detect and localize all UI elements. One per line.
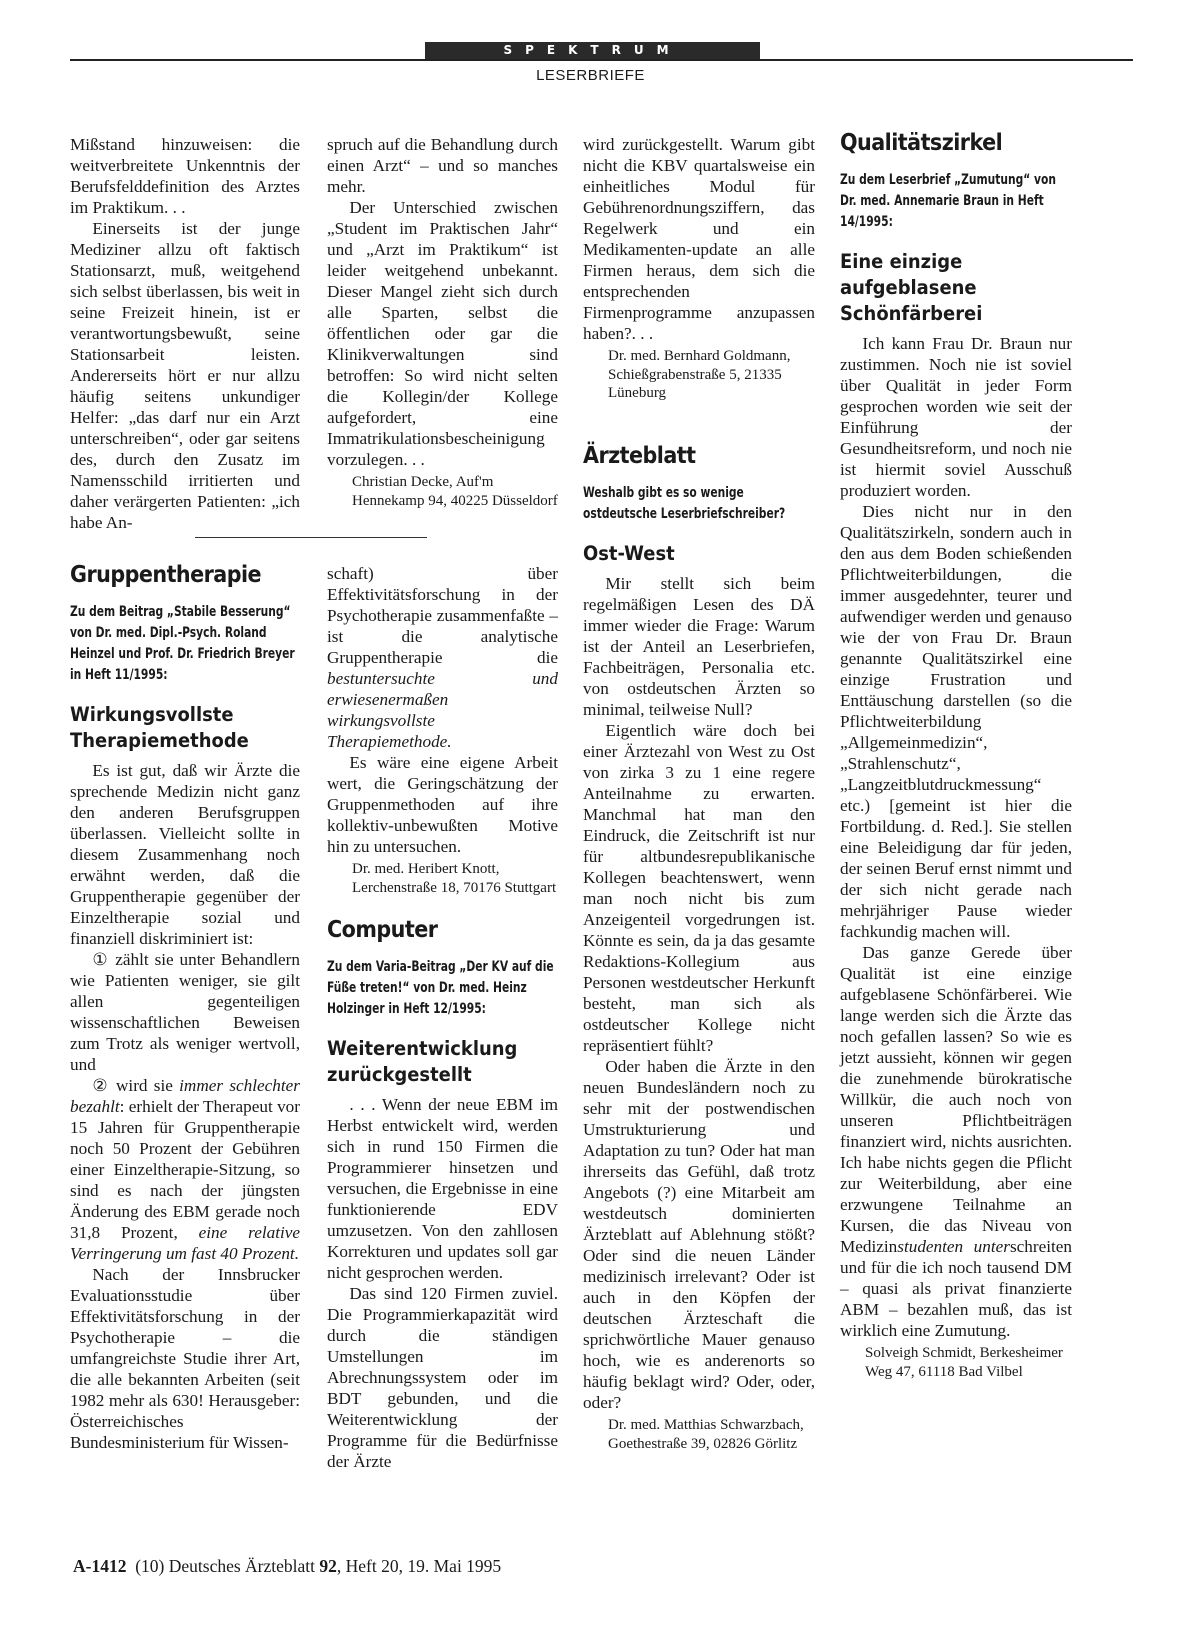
paragraph: Einerseits ist der junge Mediziner allzu oft faktisch Stationsarzt, muß, weitgehend sich selbst überlassen, bis weit in seine Freizeit hinein, ist er verantwortungsbewußt, seine Stationsarbeit leisten. Andererseits hört er nur allzu häufig seitens unkundiger Helfer: „das darf nur ein Arzt unterschreiben“, oder gar seitens des, durch den Zusatz im Namensschild irritierten und daher verärgerten Patienten: „ich habe An- bbox=[70, 219, 300, 532]
aerzteblatt-section bbox=[583, 443, 815, 1453]
signature: Dr. med. Matthias Schwarzbach, Goethestraße 39, 02826 Görlitz bbox=[608, 1417, 804, 1452]
paragraph: Mir stellt sich beim regelmäßigen Lesen des DÄ immer wieder die Frage: Warum ist der Anteil an Leserbriefen, Fachbeiträgen, Personalia etc. von ostdeutschen Ärzten so minimal, teilweise Null? bbox=[583, 574, 815, 719]
letter-title: Weiterentwicklung zurückgestellt bbox=[327, 1037, 518, 1086]
reference-line: Zu dem Varia-Beitrag „Der KV auf die Füße treten!“ von Dr. med. Heinz Holzinger in Heft 12/1995: bbox=[327, 959, 554, 1017]
text-run: schaft) über Effektivitätsforschung in der Psychotherapie zusammenfaßte – ist die analytische Gruppentherapie die bbox=[327, 564, 558, 667]
gruppe-section bbox=[70, 562, 300, 1453]
signature: Dr. med. Bernhard Goldmann, Schießgrabenstraße 5, 21335 Lüneburg bbox=[608, 348, 791, 401]
text-run: : erhielt der Therapeut vor 15 Jahren für Gruppentherapie noch 50 Prozent der Gebühren einer Einzeltherapie-Sitzung, so sind es nach der jüngsten Änderung des EBM gerade noch 31,8 Prozent, bbox=[70, 1097, 300, 1242]
paragraph: Eigentlich wäre doch bei einer Ärztezahl von West zu Ost von zirka 3 zu 1 eine regere Anteilnahme zu erwarten. Manchmal hat man den Eindruck, die Zeitschrift ist nur für altbundesrepublikanische Kollegen beachtenswert, wenn man noch nicht bis zum Anzeigenteil vorgedrungen ist. Könnte es sein, da ja das gesamte Redaktions-Kollegium aus Personen westdeutscher Herkunft besteht, man sich als ostdeutscher Kollege nicht repräsentiert fühlt? bbox=[583, 721, 815, 1055]
paragraph: spruch auf die Behandlung durch einen Arzt“ – und so manches mehr. bbox=[327, 135, 558, 196]
emphasis: immer schlechter bezahlt bbox=[70, 1076, 300, 1116]
text-run: schreiten und für die ich noch tausend DM – quasi als privat finanzierte ABM – bezahlen muß, das ist wirklich eine Zumutung. bbox=[840, 1237, 1072, 1340]
emphasis: eine relative Verringerung um fast 40 Prozent. bbox=[70, 1223, 300, 1263]
reference-line: Weshalb gibt es so wenige ostdeutsche Leserbriefschreiber? bbox=[583, 485, 786, 522]
section-label: SPEKTRUM bbox=[425, 42, 760, 59]
topic-heading: Gruppentherapie bbox=[70, 562, 262, 588]
subsection-label: LESERBRIEFE bbox=[536, 67, 645, 84]
paragraph: Es wäre eine eigene Arbeit wert, die Geringschätzung der Gruppenmethoden auf ihre kollektiv-unbewußten Motive hin zu untersuchen. bbox=[327, 753, 558, 856]
paragraph: Dies nicht nur in den Qualitätszirkeln, sondern auch in den aus dem Boden schießenden Pflichtweiterbildungen, die immer ausgedehnter, teurer und aufwendiger werden und genauso wie der von Frau Dr. Braun genannte Qualitätszirkel eine einzige Frustration und Enttäuschung darstellen (so die Pflichtweiterbildung „Allgemeinmedizin“, „Strahlenschutz“, „Langzeitblutdruckmessung“ etc.) [gemeint ist hier die Fortbildung. d. Red.]. Sie stellen eine Beleidigung dar für jeden, der seinen Beruf ernst nimmt und der sich nicht gerade nach mehrjähriger Pause wieder fachkundig machen will. bbox=[840, 502, 1072, 941]
paragraph: Es ist gut, daß wir Ärzte die sprechende Medizin nicht ganz den anderen Berufsgruppen überlassen. Vielleicht sollte in diesem Zusammenhang noch erwähnt werden, daß die Gruppentherapie gegenüber der Einzeltherapie sozial und finanziell diskriminiert ist: bbox=[70, 761, 300, 948]
footer-text: , Heft 20, 19. Mai 1995 bbox=[336, 1556, 502, 1576]
header-rule bbox=[70, 59, 1133, 61]
letter-title: Ost-West bbox=[583, 542, 675, 565]
paragraph: ① zählt sie unter Behandlern wie Patienten weniger, sie gilt allen gegenteiligen wissenschaftlichen Beweisen zum Trotz als weniger wertvoll, und bbox=[70, 950, 300, 1074]
letter-title: Eine einzige aufgeblasene Schönfärberei bbox=[840, 250, 983, 325]
paragraph: Mißstand hinzuweisen: die weitverbreitete Unkenntnis der Berufsfelddefinition des Arztes im Praktikum. . . bbox=[70, 135, 300, 217]
paragraph: Ich kann Frau Dr. Braun nur zustimmen. Noch nie ist soviel über Qualität in jeder Form gesprochen worden wie seit der Einführung der Gesundheitsreform, und noch nie ist hiermit soviel Ausschuß produziert worden. bbox=[840, 334, 1072, 500]
paragraph bbox=[327, 563, 558, 752]
qualitaet-section bbox=[840, 130, 1072, 1381]
topic-heading: Ärzteblatt bbox=[583, 443, 696, 469]
paragraph: . . . Wenn der neue EBM im Herbst entwickelt wird, werden sich in rund 150 Firmen die Programmierer hinsetzen und versuchen, die Ergebnisse in eine funktionierende EDV umzusetzen. Von den zahllosen Korrekturen und updates soll gar nicht gesprochen werden. bbox=[327, 1095, 558, 1282]
paragraph: wird zurückgestellt. Warum gibt nicht die KBV quartalsweise ein einheitliches Modul für Gebührenordnungsziffern, das Regelwerk und ein Medikamenten-update an alle Firmen heraus, dem sich die entsprechenden Firmenprogramme anzupassen haben?. . . bbox=[583, 135, 815, 343]
reference-line: Zu dem Beitrag „Stabile Besserung“ von Dr. med. Dipl.-Psych. Roland Heinzel und Prof. Dr. Friedrich Breyer in Heft 11/1995: bbox=[70, 604, 295, 683]
col2-top bbox=[327, 134, 558, 510]
topic-heading: Computer bbox=[327, 917, 438, 943]
page-footer bbox=[73, 1556, 501, 1577]
signature: Dr. med. Heribert Knott, Lerchenstraße 18, 70176 Stuttgart bbox=[352, 861, 557, 896]
col3-top bbox=[583, 134, 815, 403]
signature: Christian Decke, Auf'm Hennekamp 94, 40225 Düsseldorf bbox=[352, 474, 558, 509]
topic-heading: Qualitätszirkel bbox=[840, 130, 1003, 156]
divider bbox=[195, 537, 427, 538]
emphasis: bestuntersuchte und erwiesenermaßen wirkungsvollste Therapiemethode. bbox=[327, 669, 558, 751]
text-run: ② wird sie bbox=[92, 1076, 180, 1095]
paragraph: Oder haben die Ärzte in den neuen Bundesländern noch zu sehr mit der postwendischen Umstrukturierung und Adaptation zu tun? Oder hat man ihrerseits das Gefühl, daß trotz Angebots (?) eine Mitarbeit am westdeutsch dominierten Ärzteblatt auf Ablehnung stößt? Oder sind die neuen Länder medizinisch irrelevant? Oder ist auch in den Köpfen der deutschen Ärzteschaft die sprichwörtliche Mauer genauso hoch, wie es anderenorts so häufig beklagt wird? Oder, oder, oder? bbox=[583, 1057, 815, 1412]
page-number: A-1412 bbox=[73, 1556, 127, 1576]
paragraph: Der Unterschied zwischen „Student im Praktischen Jahr“ und „Arzt im Praktikum“ ist leider weitgehend unbekannt. Dieser Mangel zieht sich durch alle Sparten, selbst die öffentlichen oder gar die Klinikverwaltungen sind betroffen: So wird nicht selten die Kollegin/der Kollege aufgefordert, eine Immatrikulationsbescheinigung vorzulegen. . . bbox=[327, 198, 558, 469]
col1-top bbox=[70, 134, 300, 533]
paragraph: Nach der Innsbrucker Evaluationsstudie über Effektivitätsforschung in der Psychotherapie – die umfangreichste Studie ihrer Art, die alle bekannten Arbeiten (seit 1982 mehr als 630! Herausgeber: Österreichisches Bundesministerium für Wissen- bbox=[70, 1265, 300, 1452]
reference-line: Zu dem Leserbrief „Zumutung“ von Dr. med. Annemarie Braun in Heft 14/1995: bbox=[840, 172, 1056, 230]
paragraph: Das sind 120 Firmen zuviel. Die Programmierkapazität wird durch die ständigen Umstellungen im Abrechnungssystem oder im BDT gebunden, und die Weiterentwicklung der Programme für die Bedürfnisse der Ärzte bbox=[327, 1284, 558, 1471]
volume-number: 92 bbox=[319, 1556, 337, 1576]
signature: Solveigh Schmidt, Berkesheimer Weg 47, 61118 Bad Vilbel bbox=[865, 1345, 1063, 1380]
text-run: Das ganze Gerede über Qualität ist eine einzige aufgeblasene Schönfärberei. Wie lange werden sich die Ärzte das noch gefallen lassen? So wie es jetzt aussieht, können wir gegen die zunehmende bürokratische Willkür, die auch noch von unseren Pflichtbeiträgen finanziert wird, nichts ausrichten. Ich habe nichts gegen die Pflicht zur Weiterbildung, aber eine erzwungene Teilnahme an Kursen, die das Niveau von Medizin bbox=[840, 943, 1072, 1256]
emphasis: studenten unter bbox=[897, 1237, 1010, 1256]
gruppe-continued bbox=[327, 563, 558, 897]
paragraph bbox=[70, 1075, 300, 1264]
computer-section bbox=[327, 917, 558, 1472]
footer-text: (10) Deutsches Ärzteblatt bbox=[135, 1556, 320, 1576]
paragraph bbox=[840, 942, 1072, 1341]
letter-title: Wirkungsvollste Therapiemethode bbox=[70, 703, 249, 752]
